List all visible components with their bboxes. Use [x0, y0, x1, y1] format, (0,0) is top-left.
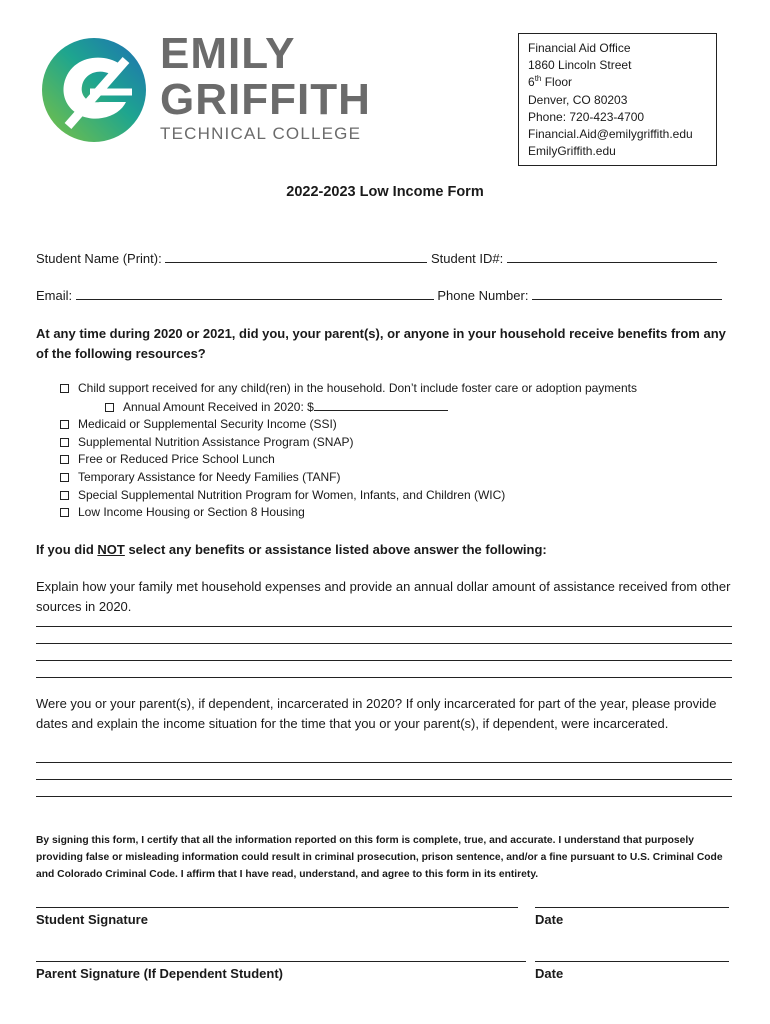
- not-selected-prefix: If you did: [36, 542, 98, 557]
- contact-phone: Phone: 720-423-4700: [528, 109, 645, 124]
- explain-answer-line[interactable]: [36, 626, 732, 627]
- college-logo-mark: [40, 34, 148, 146]
- logo-wordmark-griffith: GRIFFITH: [160, 75, 371, 124]
- parent-date-label: Date: [535, 966, 564, 981]
- contact-box: [518, 33, 717, 166]
- contact-city: Denver, CO 80203: [528, 92, 628, 107]
- benefit-label: Special Supplemental Nutrition Program for Women, Infants, and Children (WIC): [78, 487, 506, 502]
- benefit-label: Supplemental Nutrition Assistance Program (SNAP): [78, 434, 354, 449]
- checkbox[interactable]: [60, 384, 69, 393]
- incarcerated-answer-line[interactable]: [36, 796, 732, 797]
- certification-statement: By signing this form, I certify that all the information reported on this form is complete, true, and accurate. I understand that purposely providing false or misleading information could result in criminal prosecution, prison sentence, and/or a fine pursuant to U.S. Criminal Code and Colorado Criminal Code. I affirm that I have read, understand, and agree to this form in its entirety.: [36, 835, 723, 880]
- checkbox[interactable]: [60, 455, 69, 464]
- floor-word: Floor: [544, 75, 573, 90]
- benefit-label: Temporary Assistance for Needy Families (TANF): [78, 469, 341, 484]
- parent-signature-label: Parent Signature (If Dependent Student): [36, 966, 284, 981]
- student-id-field[interactable]: [507, 250, 717, 263]
- student-signature-line[interactable]: [36, 907, 518, 908]
- benefits-checklist: [60, 380, 637, 522]
- name-id-row: [36, 250, 717, 266]
- contact-email[interactable]: Financial.Aid@emilygriffith.edu: [528, 127, 693, 142]
- benefit-item: [60, 380, 637, 398]
- benefit-subitem: [60, 398, 637, 417]
- parent-date-line[interactable]: [535, 961, 729, 962]
- contact-street: 1860 Lincoln Street: [528, 58, 632, 73]
- contact-floor: [528, 74, 716, 91]
- checkbox[interactable]: [60, 420, 69, 429]
- explain-answer-line[interactable]: [36, 643, 732, 644]
- benefit-label: Child support received for any child(ren) in the household. Don’t include foster care or adoption payments: [78, 381, 637, 395]
- benefit-item: [60, 434, 637, 452]
- email-phone-row: [36, 287, 722, 303]
- parent-signature-line[interactable]: [36, 961, 526, 962]
- incarcerated-prompt: Were you or your parent(s), if dependent, incarcerated in 2020? If only incarcerated for part of the year, please provide dates and explain the income situation for the time that you or your parent(s), if dependent, were incarcerated.: [36, 696, 717, 731]
- logo-wordmark-emily: EMILY: [160, 29, 296, 78]
- annual-amount-label: Annual Amount Received in 2020: $: [123, 399, 314, 414]
- explain-answer-line[interactable]: [36, 677, 732, 678]
- student-name-label: Student Name (Print):: [36, 251, 162, 266]
- benefit-item: [60, 416, 637, 434]
- not-selected-emphasis: NOT: [97, 542, 125, 557]
- benefit-label: Low Income Housing or Section 8 Housing: [78, 505, 305, 520]
- student-id-label: Student ID#:: [430, 251, 504, 266]
- floor-suffix: th: [534, 74, 542, 84]
- benefit-item: [60, 487, 637, 505]
- explain-prompt: Explain how your family met household expenses and provide an annual dollar amount of assistance received from other sources in 2020.: [36, 579, 731, 614]
- checkbox[interactable]: [60, 491, 69, 500]
- checkbox[interactable]: [60, 508, 69, 517]
- checkbox[interactable]: [60, 473, 69, 482]
- not-selected-heading: [36, 540, 736, 560]
- logo-wordmark-subtitle: TECHNICAL COLLEGE: [160, 124, 362, 143]
- explain-answer-line[interactable]: [36, 660, 732, 661]
- incarcerated-answer-line[interactable]: [36, 762, 732, 763]
- benefits-question: At any time during 2020 or 2021, did you, your parent(s), or anyone in your household receive benefits from any of the following resources?: [36, 326, 726, 361]
- student-signature-label: Student Signature: [36, 912, 148, 927]
- form-title: 2022-2023 Low Income Form: [286, 184, 484, 200]
- student-name-field[interactable]: [165, 250, 427, 263]
- benefit-label: Medicaid or Supplemental Security Income (SSI): [78, 417, 337, 432]
- benefit-item: [60, 469, 637, 487]
- benefit-label: Free or Reduced Price School Lunch: [78, 452, 275, 467]
- not-selected-suffix: select any benefits or assistance listed above answer the following:: [124, 542, 547, 557]
- contact-office: Financial Aid Office: [528, 41, 631, 55]
- checkbox[interactable]: [60, 438, 69, 447]
- student-date-line[interactable]: [535, 907, 729, 908]
- benefit-item: [60, 504, 637, 522]
- contact-website[interactable]: EmilyGriffith.edu: [528, 144, 616, 159]
- email-label: Email:: [36, 288, 73, 303]
- email-field[interactable]: [76, 287, 434, 300]
- benefit-item: [60, 451, 637, 469]
- floor-number: 6: [528, 75, 535, 90]
- phone-label: Phone Number:: [437, 288, 529, 303]
- student-date-label: Date: [535, 912, 564, 927]
- incarcerated-answer-line[interactable]: [36, 779, 732, 780]
- checkbox[interactable]: [105, 403, 114, 412]
- annual-amount-field[interactable]: [314, 398, 448, 411]
- phone-field[interactable]: [532, 287, 722, 300]
